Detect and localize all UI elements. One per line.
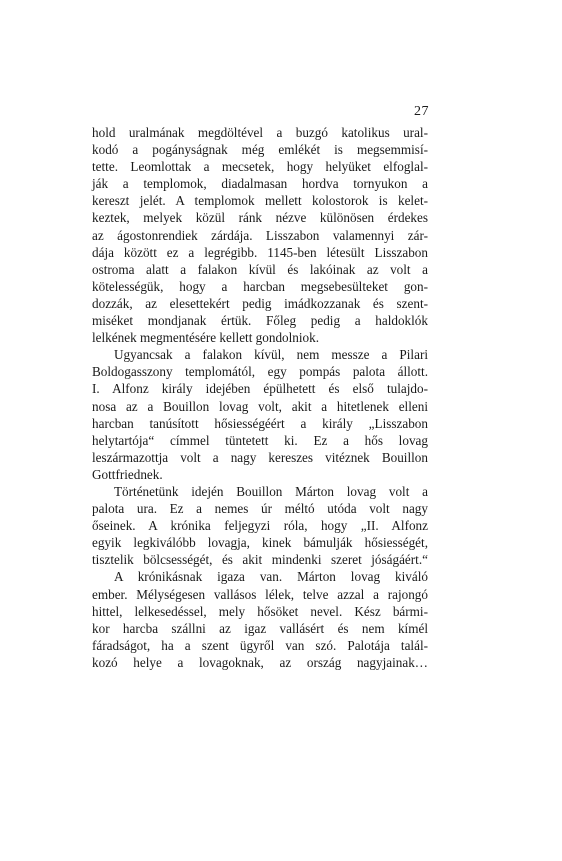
text-line: tisztelik bölcsességét, és akit mindenki szeret jóságáért.“ [92, 552, 428, 568]
text-line: az ágostonrendiek zárdája. Lisszabon valamennyi zár- [92, 227, 428, 243]
text-line: Gottfriednek. [92, 466, 163, 482]
page-number: 27 [414, 104, 429, 119]
text-line: Boldogasszony templomától, egy pompás palota állott. [92, 364, 428, 380]
text-line: egyik legkiválóbb lovagja, kinek bámulják hősiességét, [92, 535, 428, 551]
text-line: fáradságot, ha a szent ügyről van szó. Palotája talál- [92, 637, 428, 653]
text-line: kor harcba szállni az igaz vallásért és nem kímél [92, 620, 428, 636]
text-line: hittel, lelkesedéssel, mely hősöket nevel. Kész bármi- [92, 603, 428, 619]
text-line: hold uralmának megdöltével a buzgó katolikus ural- [92, 125, 428, 140]
text-line: miséket mondjanak értük. Főleg pedig a haldoklók [92, 313, 428, 329]
text-line: I. Alfonz király idejében épülhetett és első tulajdo- [92, 381, 428, 397]
text-line: harcban tanúsított hősiességéért a király „Lisszabon [92, 415, 428, 431]
text-line: Történetünk idején Bouillon Márton lovag volt a [114, 483, 428, 499]
text-line: tette. Leomlottak a mecsetek, hogy helyüket elfoglal- [92, 159, 428, 175]
text-line: őseinek. A krónika feljegyzi róla, hogy „II. Alfonz [92, 518, 428, 534]
text-line: kereszt jelét. A templomok mellett kolostorok is kelet- [92, 193, 428, 209]
text-line: palota ura. Ez a nemes úr méltó utóda volt nagy [92, 501, 428, 517]
text-line: nosa az a Bouillon lovag volt, akit a hitetlenek elleni [92, 398, 428, 414]
text-line: ják a templomok, diadalmasan hordva tornyukon a [92, 176, 428, 192]
text-line: lelkének megmentésére kellett gondolniok. [92, 330, 320, 346]
text-line: dája között ez a legrégibb. 1145-ben létesült Lisszabon [92, 244, 428, 260]
text-line: leszármazottja volt a nagy kereszes vitéznek Bouillon [92, 449, 428, 465]
text-line: helytartója“ címmel tüntetett ki. Ez a hős lovag [92, 432, 428, 448]
paragraph [92, 346, 428, 483]
text-line: kozó helye a lovagoknak, az ország nagyjainak… [92, 654, 428, 670]
paragraph [92, 483, 428, 568]
body-text [92, 124, 428, 671]
text-line: ember. Mélységesen vallásos lélek, telve azzal a rajongó [92, 586, 428, 602]
text-line: A krónikásnak igaza van. Márton lovag kiváló [114, 569, 428, 585]
text-line: kodó a pogányságnak még emlékét is megsemmisí- [92, 142, 428, 158]
text-line: Ugyancsak a falakon kívül, nem messze a Pilari [114, 347, 428, 363]
text-line: dozzák, az elesettekért pedig imádkozzanak és szent- [92, 295, 428, 311]
text-line: ostroma alatt a falakon kívül és lakóinak az volt a [92, 261, 428, 277]
text-line: kötelességük, hogy a harcban megsebesülteket gon- [92, 278, 428, 294]
paragraph [92, 568, 428, 671]
paragraph [92, 124, 428, 346]
text-line: keztek, melyek közül ránk nézve különösen érdekes [92, 210, 428, 226]
